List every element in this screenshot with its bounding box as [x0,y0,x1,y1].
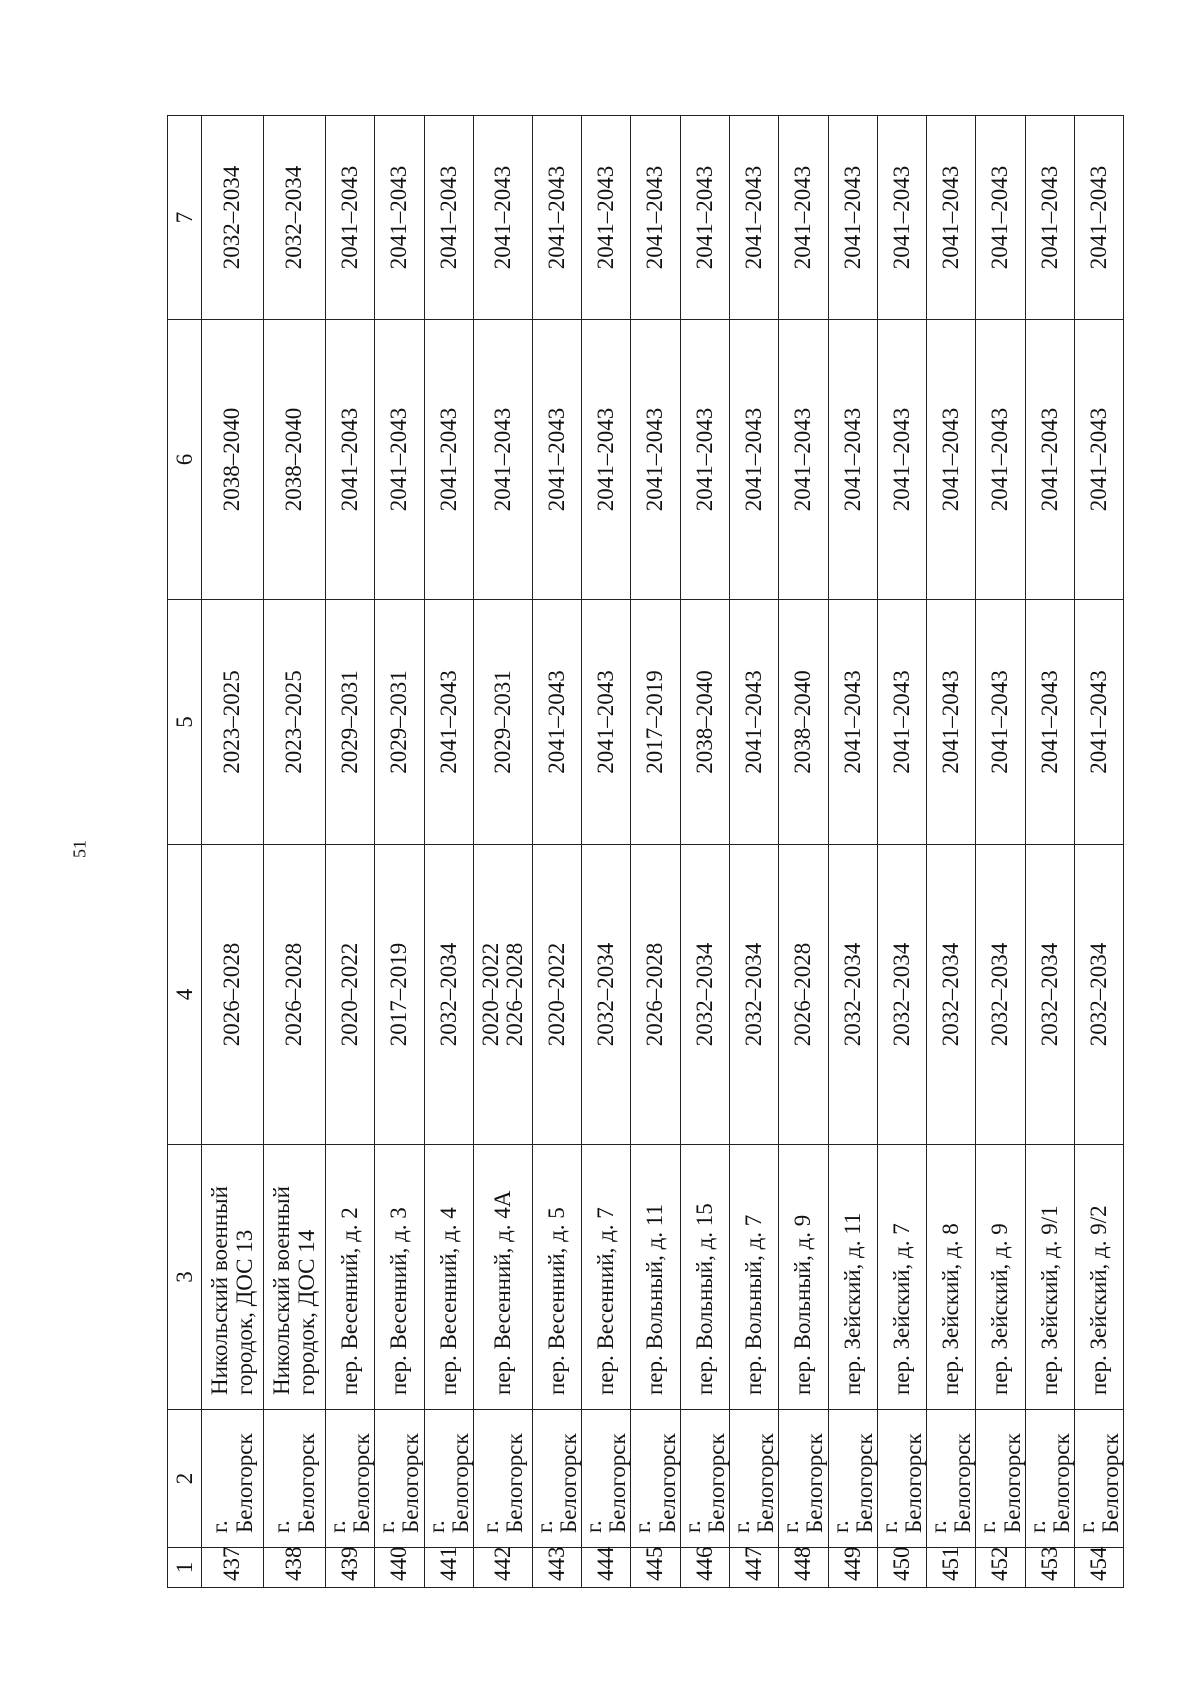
period-line: 2032–2034 [1036,942,1062,1047]
period-cell-5: 2041–2043 [927,600,976,845]
address-line: пер. Вольный, д. 7 [741,1214,767,1395]
address-line: пер. Зейский, д. 8 [938,1223,964,1395]
period-line: 2026–2028 [281,942,307,1047]
period-cell-6: 2041–2043 [680,320,729,600]
row-number-cell: 449 [828,1548,877,1588]
address-line: городок, ДОС 14 [293,1229,319,1395]
period-cell-4 [877,845,926,1145]
period-cell-7: 2041–2043 [473,116,532,320]
table-row [631,116,680,1588]
period-line: 2032–2034 [938,942,964,1047]
table-row [1025,116,1074,1588]
city-cell: г. Белогорск [375,1410,424,1548]
period-cell-5: 2041–2043 [729,600,778,845]
row-number-cell: 446 [680,1548,729,1588]
period-cell-7: 2041–2043 [976,116,1025,320]
address-line: пер. Весенний, д. 4 [435,1207,461,1395]
table-row [729,116,778,1588]
address-line: пер. Весенний, д. 7 [593,1207,619,1395]
period-cell-5: 2041–2043 [1074,600,1123,845]
period-cell-5: 2023–2025 [264,600,326,845]
period-cell-5: 2029–2031 [375,600,424,845]
address-line: пер. Зейский, д. 11 [839,1212,865,1395]
period-cell-6: 2041–2043 [326,320,375,600]
address-line: пер. Зейский, д. 9/2 [1086,1205,1111,1395]
period-line: 2020–2022 [477,942,503,1047]
period-cell-7: 2041–2043 [631,116,680,320]
data-table [167,115,1124,1588]
row-number-cell: 454 [1074,1548,1123,1588]
city-cell: г. Белогорск [202,1410,264,1548]
table-row [202,116,264,1588]
city-cell: г. Белогорск [532,1410,581,1548]
city-cell: г. Белогорск [326,1410,375,1548]
header-cell-4: 4 [168,845,202,1145]
city-cell: г. Белогорск [779,1410,828,1548]
table-row [828,116,877,1588]
table-row [779,116,828,1588]
period-cell-6: 2041–2043 [877,320,926,600]
period-cell-5: 2038–2040 [779,600,828,845]
period-cell-7: 2041–2043 [680,116,729,320]
period-cell-7: 2041–2043 [877,116,926,320]
period-cell-6: 2041–2043 [631,320,680,600]
period-cell-7: 2041–2043 [375,116,424,320]
address-line: пер. Весенний, д. 2 [337,1207,363,1395]
address-line: пер. Зейский, д. 9 [987,1223,1013,1395]
period-cell-5: 2029–2031 [326,600,375,845]
period-cell-5: 2041–2043 [976,600,1025,845]
period-cell-4 [779,845,828,1145]
period-cell-4 [375,845,424,1145]
address-cell [326,1145,375,1410]
period-cell-4 [976,845,1025,1145]
period-cell-4 [424,845,473,1145]
row-number-cell: 447 [729,1548,778,1588]
table-row [326,116,375,1588]
address-cell [976,1145,1025,1410]
period-line: 2032–2034 [839,942,865,1047]
header-row [168,116,202,1588]
period-cell-6: 2038–2040 [202,320,264,600]
table-row [976,116,1025,1588]
period-cell-6: 2041–2043 [976,320,1025,600]
city-cell: г. Белогорск [631,1410,680,1548]
table-row [473,116,532,1588]
row-number-cell: 450 [877,1548,926,1588]
period-cell-4 [680,845,729,1145]
address-line: пер. Весенний, д. 5 [543,1207,569,1395]
period-line: 2017–2019 [386,942,412,1047]
row-number-cell: 452 [976,1548,1025,1588]
table-row [1074,116,1123,1588]
city-cell: г. Белогорск [424,1410,473,1548]
period-cell-7: 2032–2034 [264,116,326,320]
period-cell-7: 2032–2034 [202,116,264,320]
table-row [424,116,473,1588]
row-number-cell: 444 [582,1548,631,1588]
period-cell-4 [582,845,631,1145]
table-row [680,116,729,1588]
period-cell-5: 2041–2043 [1025,600,1074,845]
period-line: 2026–2028 [501,942,527,1047]
period-line: 2026–2028 [642,942,668,1047]
table-row [877,116,926,1588]
city-cell: г. Белогорск [729,1410,778,1548]
period-cell-5: 2023–2025 [202,600,264,845]
period-line: 2032–2034 [435,942,461,1047]
period-cell-5: 2017–2019 [631,600,680,845]
period-cell-7: 2041–2043 [779,116,828,320]
period-cell-6: 2041–2043 [532,320,581,600]
table-row [582,116,631,1588]
period-cell-5: 2041–2043 [424,600,473,845]
address-line: пер. Весенний, д. 3 [386,1207,412,1395]
period-cell-4 [828,845,877,1145]
city-cell: г. Белогорск [927,1410,976,1548]
period-cell-4 [1074,845,1123,1145]
header-cell-2: 2 [168,1410,202,1548]
address-cell [680,1145,729,1410]
row-number-cell: 440 [375,1548,424,1588]
address-cell [532,1145,581,1410]
period-cell-7: 2041–2043 [828,116,877,320]
address-line: городок, ДОС 13 [231,1229,257,1395]
address-cell [877,1145,926,1410]
address-cell [631,1145,680,1410]
header-cell-1: 1 [168,1548,202,1588]
period-line: 2032–2034 [987,942,1013,1047]
row-number-cell: 453 [1025,1548,1074,1588]
period-cell-5: 2041–2043 [828,600,877,845]
period-cell-7: 2041–2043 [582,116,631,320]
address-cell [828,1145,877,1410]
period-line: 2032–2034 [741,942,767,1047]
address-cell [264,1145,326,1410]
period-line: 2026–2028 [219,942,245,1047]
city-cell: г. Белогорск [264,1410,326,1548]
address-cell [1074,1145,1123,1410]
period-line: 2032–2034 [691,942,717,1047]
period-cell-6: 2041–2043 [779,320,828,600]
period-cell-5: 2038–2040 [680,600,729,845]
period-cell-4 [927,845,976,1145]
period-line: 2032–2034 [888,942,914,1047]
table-row [264,116,326,1588]
period-cell-6: 2041–2043 [1074,320,1123,600]
city-cell: г. Белогорск [473,1410,532,1548]
table-body [202,116,1124,1588]
address-line: пер. Зейский, д. 7 [888,1223,914,1395]
row-number-cell: 442 [473,1548,532,1588]
city-cell: г. Белогорск [828,1410,877,1548]
period-cell-5: 2029–2031 [473,600,532,845]
period-cell-7: 2041–2043 [1074,116,1123,320]
period-cell-6: 2041–2043 [1025,320,1074,600]
address-line: пер. Зейский, д. 9/1 [1036,1205,1062,1395]
row-number-cell: 438 [264,1548,326,1588]
period-cell-4 [631,845,680,1145]
period-cell-6: 2041–2043 [424,320,473,600]
address-cell [927,1145,976,1410]
address-cell [1025,1145,1074,1410]
header-cell-5: 5 [168,600,202,845]
row-number-cell: 437 [202,1548,264,1588]
header-cell-3: 3 [168,1145,202,1410]
row-number-cell: 448 [779,1548,828,1588]
period-cell-6: 2041–2043 [473,320,532,600]
address-cell [375,1145,424,1410]
period-cell-5: 2041–2043 [532,600,581,845]
period-cell-7: 2041–2043 [1025,116,1074,320]
table-container [167,116,1124,1588]
page-number: 51 [69,840,90,858]
period-cell-7: 2041–2043 [927,116,976,320]
period-line: 2032–2034 [593,942,619,1047]
period-line: 2032–2034 [1086,942,1111,1047]
period-cell-6: 2038–2040 [264,320,326,600]
row-number-cell: 439 [326,1548,375,1588]
city-cell: г. Белогорск [877,1410,926,1548]
header-cell-7: 7 [168,116,202,320]
address-line: пер. Весенний, д. 4А [489,1190,515,1395]
period-cell-5: 2041–2043 [877,600,926,845]
address-cell [729,1145,778,1410]
period-cell-4 [473,845,532,1145]
period-cell-6: 2041–2043 [828,320,877,600]
address-cell [424,1145,473,1410]
period-cell-6: 2041–2043 [927,320,976,600]
period-cell-4 [1025,845,1074,1145]
address-line: Никольский военный [207,1186,233,1395]
city-cell: г. Белогорск [976,1410,1025,1548]
period-cell-6: 2041–2043 [582,320,631,600]
address-cell [582,1145,631,1410]
rotated-table-frame [167,116,1124,1588]
address-cell [473,1145,532,1410]
table-row [375,116,424,1588]
address-line: Никольский военный [269,1186,295,1395]
address-line: пер. Вольный, д. 11 [642,1204,668,1395]
city-cell: г. Белогорск [680,1410,729,1548]
period-cell-4 [202,845,264,1145]
table-row [532,116,581,1588]
period-cell-6: 2041–2043 [729,320,778,600]
period-cell-7: 2041–2043 [424,116,473,320]
row-number-cell: 451 [927,1548,976,1588]
period-cell-5: 2041–2043 [582,600,631,845]
period-line: 2020–2022 [543,942,569,1047]
city-cell: г. Белогорск [582,1410,631,1548]
header-cell-6: 6 [168,320,202,600]
address-cell [779,1145,828,1410]
period-cell-4 [264,845,326,1145]
period-cell-4 [532,845,581,1145]
period-cell-6: 2041–2043 [375,320,424,600]
period-line: 2020–2022 [337,942,363,1047]
period-line: 2026–2028 [790,942,816,1047]
row-number-cell: 445 [631,1548,680,1588]
address-line: пер. Вольный, д. 9 [790,1214,816,1395]
city-cell: г. Белогорск [1025,1410,1074,1548]
row-number-cell: 443 [532,1548,581,1588]
city-cell: г. Белогорск [1074,1410,1123,1548]
period-cell-7: 2041–2043 [729,116,778,320]
table-row [927,116,976,1588]
address-line: пер. Вольный, д. 15 [691,1203,717,1395]
address-cell [202,1145,264,1410]
period-cell-4 [326,845,375,1145]
period-cell-7: 2041–2043 [532,116,581,320]
period-cell-7: 2041–2043 [326,116,375,320]
row-number-cell: 441 [424,1548,473,1588]
period-cell-4 [729,845,778,1145]
